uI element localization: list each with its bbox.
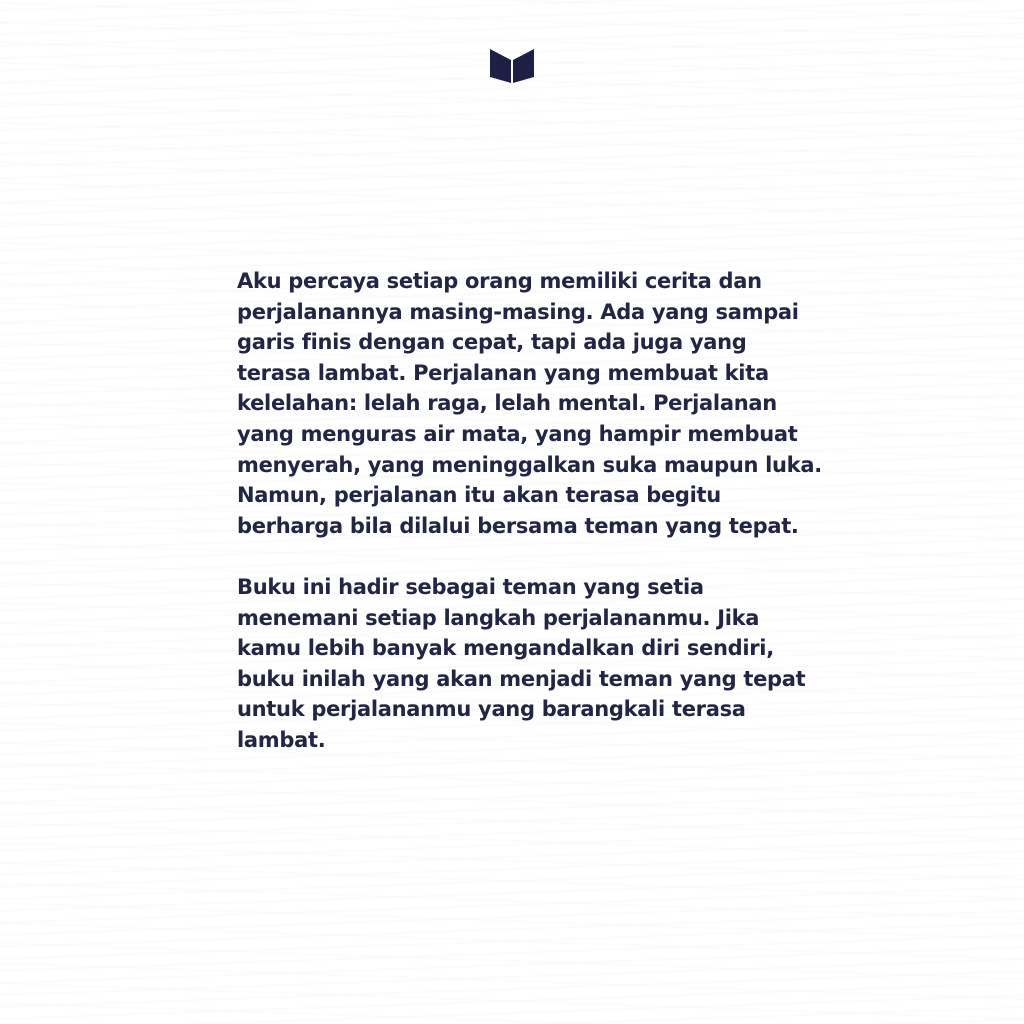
text-line: Buku ini hadir sebagai teman yang setia [237, 574, 704, 599]
paragraph-1 [237, 266, 822, 541]
text-line: kamu lebih banyak mengandalkan diri sendiri, [237, 636, 774, 661]
text-line: buku inilah yang akan menjadi teman yang tepat [237, 666, 806, 691]
text-line: garis finis dengan cepat, tapi ada juga yang [237, 330, 747, 355]
text-line: untuk perjalananmu yang barangkali terasa [237, 697, 746, 722]
paragraph-2 [237, 572, 806, 756]
text-line: lambat. [237, 727, 326, 752]
text-line: menyerah, yang meninggalkan suka maupun luka. [237, 452, 822, 477]
text-line: Namun, perjalanan itu akan terasa begitu [237, 483, 721, 508]
text-line: berharga bila dilalui bersama teman yang tepat. [237, 513, 799, 538]
body-text [237, 266, 822, 756]
text-line: terasa lambat. Perjalanan yang membuat kita [237, 360, 769, 385]
text-line: Aku percaya setiap orang memiliki cerita dan [237, 269, 762, 293]
text-line: yang menguras air mata, yang hampir membuat [237, 421, 798, 446]
text-line: perjalanannya masing-masing. Ada yang sampai [237, 299, 799, 324]
text-line: menemani setiap langkah perjalananmu. Jika [237, 605, 760, 630]
open-book-icon [490, 49, 534, 83]
text-line: kelelahan: lelah raga, lelah mental. Perjalanan [237, 391, 777, 416]
